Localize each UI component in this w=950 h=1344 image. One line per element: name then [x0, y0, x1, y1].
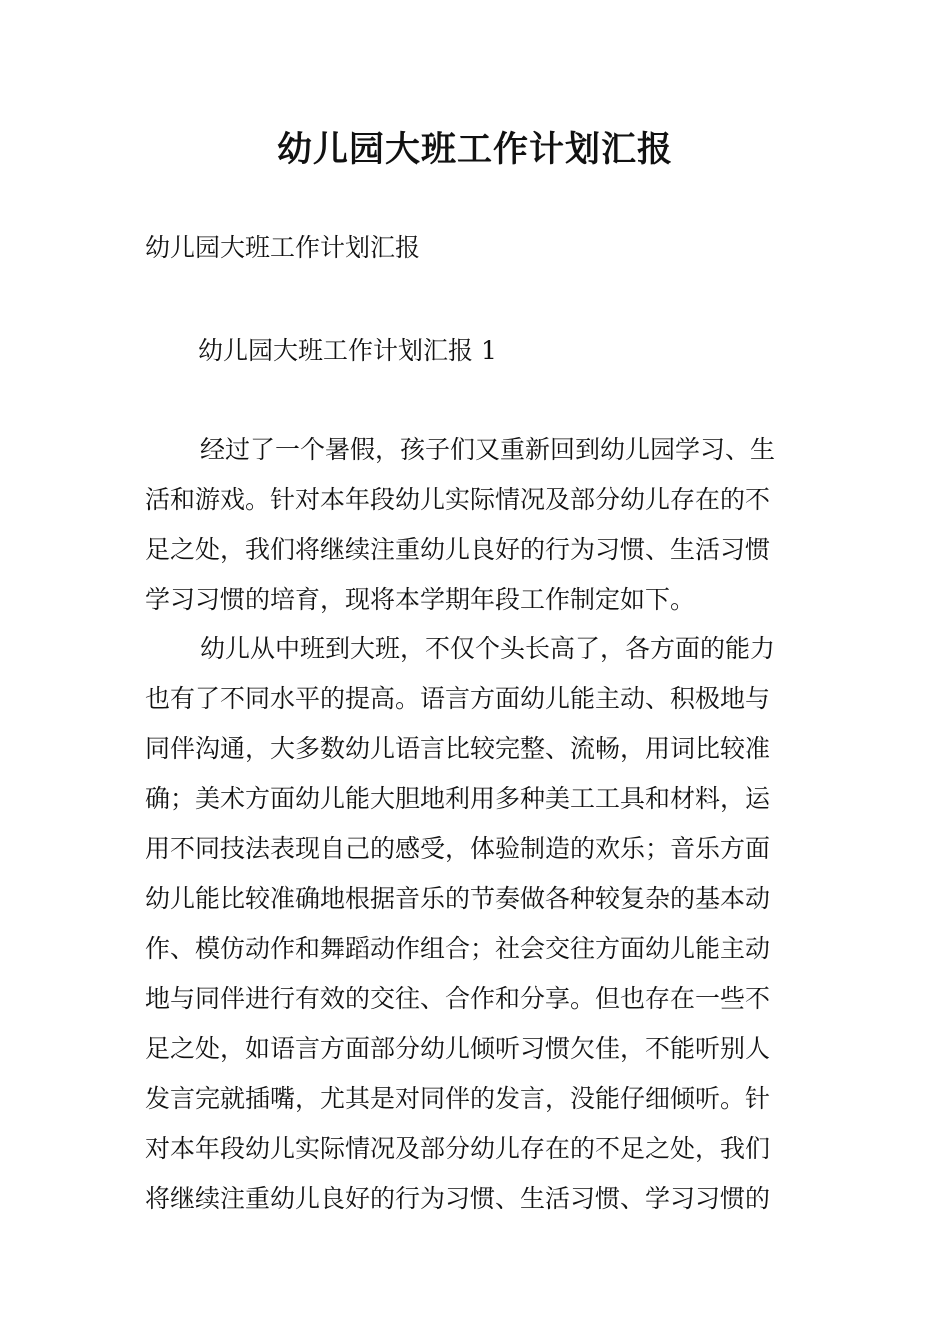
paragraph-2: [145, 624, 809, 1224]
paragraph-line: 发言完就插嘴，尤其是对同伴的发言，没能仔细倾听。针: [145, 1084, 771, 1113]
paragraph-line: 幼儿从中班到大班，不仅个头长高了，各方面的能力: [200, 634, 776, 663]
paragraph-line: 经过了一个暑假，孩子们又重新回到幼儿园学习、生: [200, 435, 776, 464]
paragraph-line: 活和游戏。针对本年段幼儿实际情况及部分幼儿存在的不: [145, 485, 771, 514]
paragraph-line: 用不同技法表现自己的感受，体验制造的欢乐；音乐方面: [145, 834, 771, 863]
paragraph-line: 确；美术方面幼儿能大胆地利用多种美工工具和材料，运: [145, 784, 771, 813]
paragraph-line: 地与同伴进行有效的交往、合作和分享。但也存在一些不: [145, 984, 771, 1013]
document-title: 幼儿园大班工作计划汇报: [276, 130, 673, 170]
paragraph-line: 足之处，如语言方面部分幼儿倾听习惯欠佳，不能听别人: [145, 1034, 771, 1063]
paragraph-line: 对本年段幼儿实际情况及部分幼儿存在的不足之处，我们: [145, 1134, 771, 1163]
paragraph-line: 同伴沟通，大多数幼儿语言比较完整、流畅，用词比较准: [145, 734, 771, 763]
paragraph-line: 幼儿能比较准确地根据音乐的节奏做各种较复杂的基本动: [145, 884, 771, 913]
paragraph-line: 学习习惯的培育，现将本学期年段工作制定如下。: [145, 585, 696, 614]
section-heading: 幼儿园大班工作计划汇报 1: [198, 336, 497, 365]
paragraph-line: 也有了不同水平的提高。语言方面幼儿能主动、积极地与: [145, 684, 771, 713]
document-subtitle: 幼儿园大班工作计划汇报: [145, 233, 421, 262]
paragraph-line: 足之处，我们将继续注重幼儿良好的行为习惯、生活习惯: [145, 535, 771, 564]
paragraph-line: 作、模仿动作和舞蹈动作组合；社会交往方面幼儿能主动: [145, 934, 771, 963]
paragraph-line: 将继续注重幼儿良好的行为习惯、生活习惯、学习习惯的: [145, 1184, 771, 1213]
paragraph-1: [145, 425, 809, 625]
